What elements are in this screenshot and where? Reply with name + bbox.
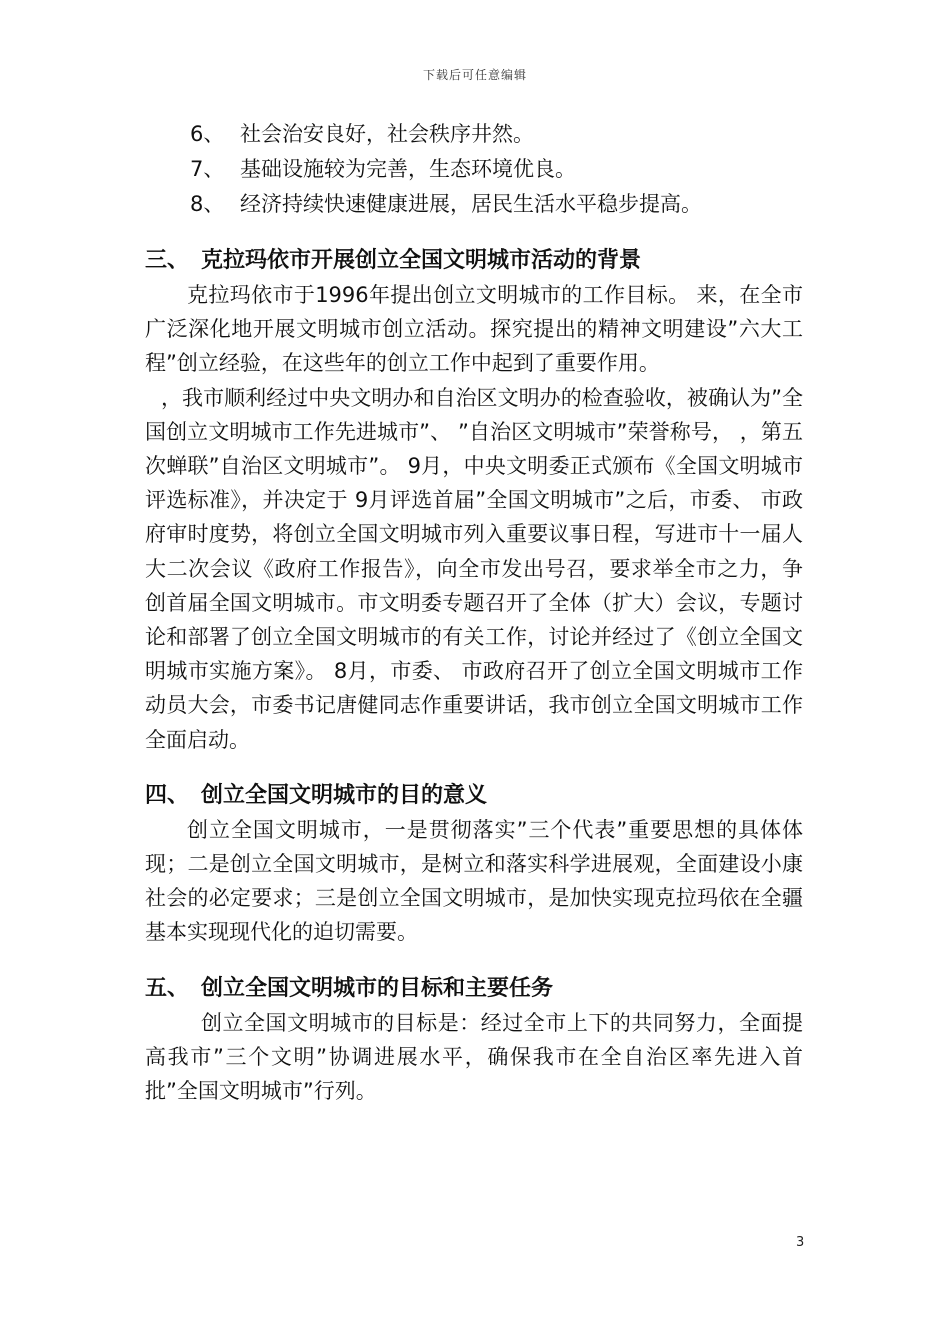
section-number: 四、 — [145, 782, 190, 808]
section-number: 五、 — [145, 975, 190, 1001]
list-item — [145, 152, 803, 187]
paragraph: 创立全国文明城市，一是贯彻落实”三个代表”重要思想的具体体现；二是创立全国文明城市，是树立和落实科学进展观，全面建设小康社会的必定要求；三是创立全国文明城市，是加快实现克拉玛依在全疆基本实现现代化的迫切需要。 — [145, 817, 803, 945]
list-item — [145, 117, 803, 152]
list-item-number: 6、 — [190, 122, 225, 146]
section-heading-goals — [145, 972, 803, 1006]
section-heading-purpose — [145, 779, 803, 813]
paragraph: 克拉玛依市于1996年提出创立文明城市的工作目标。 来，在全市广泛深化地开展文明城市创立活动。探究提出的精神文明建设”六大工程”创立经验，在这些年的创立工作中起到了重要作用。 — [145, 283, 803, 376]
list-item-text: 社会治安良好，社会秩序井然。 — [240, 122, 534, 146]
page-header: 下载后可任意编辑 — [422, 68, 527, 82]
list-item-number: 7、 — [190, 157, 225, 181]
paragraph: 创立全国文明城市的目标是：经过全市上下的共同努力，全面提高我市”三个文明”协调进展水平，确保我市在全自治区率先进入首批”全国文明城市”行列。 — [145, 1010, 803, 1104]
list-item-text: 基础设施较为完善，生态环境优良。 — [240, 157, 576, 181]
list-item — [145, 187, 803, 222]
section-title: 创立全国文明城市的目标和主要任务 — [201, 975, 554, 1001]
section-title: 克拉玛依市开展创立全国文明城市活动的背景 — [201, 248, 642, 273]
section-heading-background — [145, 244, 803, 278]
page-number: 3 — [796, 1235, 805, 1250]
section-title: 创立全国文明城市的目的意义 — [201, 782, 488, 808]
list-item-text: 经济持续快速健康进展，居民生活水平稳步提高。 — [240, 192, 702, 216]
paragraph: ，我市顺利经过中央文明办和自治区文明办的检查验收，被确认为”全国创立文明城市工作先进城市”、 ”自治区文明城市”荣誉称号， ，第五次蝉联”自治区文明城市”。 9月，中央文明委正式颁布《全国文明城市评选标准》，并决定于 9月评选首届”全国文明城市”之后，市委、 市政府审时度势，将创立全国文明城市列入重要议事日程，写进市十一届人大二次会议《政府工作报告》，向全市发出号召，要求举全市之力，争创首届全国文明城市。市文明委专题召开了全体（扩大）会议，专题讨论和部署了创立全国文明城市的有关工作，讨论并经过了《创立全国文明城市实施方案》。 8月，市委、 市政府召开了创立全国文明城市工作动员大会，市委书记唐健同志作重要讲话，我市创立全国文明城市工作全面启动。 — [145, 385, 803, 752]
document-body — [145, 117, 803, 1108]
section-number: 三、 — [145, 248, 190, 273]
list-item-number: 8、 — [190, 192, 225, 216]
